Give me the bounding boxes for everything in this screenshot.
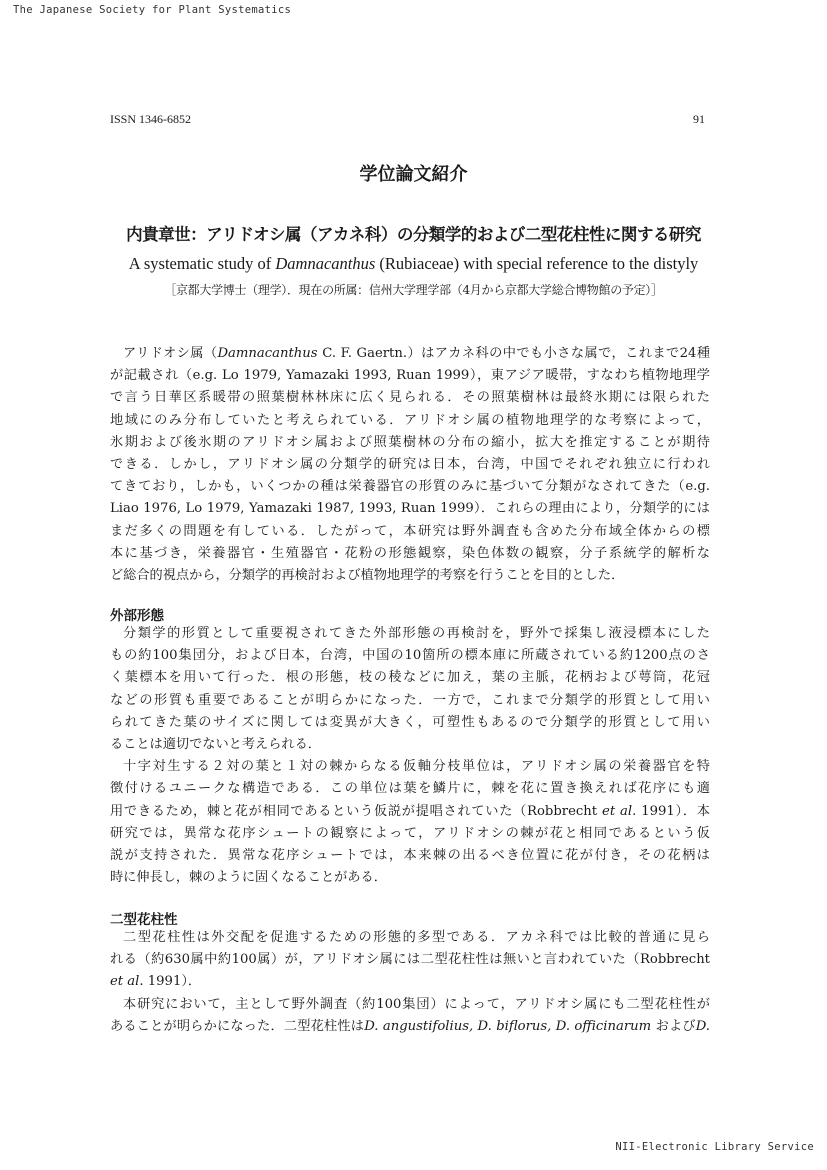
- text-line: [110, 343, 710, 365]
- text-line: [110, 432, 710, 454]
- text-segment: できる．しかし，アリドオシ属の分類学的研究は日本，台湾，中国でそれぞれ独立に行われ: [110, 456, 710, 472]
- text-segment: 本に基づき，栄養器官・生殖器官・花粉の形態観察，染色体数の観察，分子系統学的解析な: [110, 545, 710, 561]
- morphology-body: [110, 623, 710, 889]
- text-segment: まだ多くの問題を有している．したがって，本研究は野外調査も含めた分布域全体からの標: [110, 523, 710, 539]
- text-line: [110, 734, 710, 756]
- text-line: [110, 623, 710, 645]
- text-segment: 本研究において，主として野外調査（約100集団）によって，アリドオシ属にも二型花柱性が: [123, 996, 710, 1012]
- text-segment: ることは適切でないと考えられる．: [110, 736, 321, 752]
- text-line: [110, 994, 710, 1016]
- library-banner-top: The Japanese Society for Plant Systematics: [13, 4, 292, 16]
- text-line: [110, 823, 710, 845]
- text-segment: C. F. Gaertn.）はアカネ科の中でも小さな属で，これまで24種: [317, 346, 710, 361]
- text-line: [110, 387, 710, 409]
- text-segment: あることが明らかになった．二型花柱性は: [110, 1018, 365, 1034]
- text-line: [110, 410, 710, 432]
- text-segment: られてきた葉のサイズに関しては変異が大きく，可塑性もあるので分類学的形質として用い: [110, 714, 710, 730]
- text-line: [110, 927, 710, 949]
- text-line: [110, 543, 710, 565]
- italic-term: et al: [110, 974, 140, 990]
- text-segment: れる（約630属中約100属）が，アリドオシ属には二型花柱性は無いと言われていた（Robbrecht: [110, 952, 710, 968]
- italic-term: Damnacanthus: [217, 346, 318, 361]
- text-line: [110, 476, 710, 498]
- text-segment: などの形質も重要であることが明らかになった．一方で，これまで分類学的形質として用い: [110, 692, 710, 708]
- text-segment: 十字対生する２対の葉と１対の棘からなる仮軸分枝単位は，アリドオシ属の栄養器官を特: [123, 759, 710, 775]
- text-line: [110, 949, 710, 971]
- text-segment: . 1991）．本: [632, 803, 710, 819]
- text-segment: 用できるため，棘と花が相同であるという仮説が提唱されていた（Robbrecht: [110, 803, 603, 819]
- text-segment: . 1991）．: [139, 974, 202, 990]
- text-segment: アリドオシ属（: [123, 346, 218, 361]
- text-segment: 地域にのみ分布していたと考えられている．アリドオシ属の植物地理学的な考察によって，: [110, 412, 710, 428]
- title-en-pre: A systematic study of: [128, 254, 276, 273]
- library-banner-bottom: NII-Electronic Library Service: [615, 1141, 814, 1153]
- text-line: [110, 454, 710, 476]
- text-line: [110, 801, 710, 823]
- text-segment: Liao 1976, Lo 1979, Yamazaki 1987, 1993, Ruan 1999）．これらの理由により，分類学的には: [110, 501, 710, 517]
- text-segment: 氷期および後氷期のアリドオシ属および照葉樹林の分布の縮小，拡大を推定することが期待: [110, 434, 710, 450]
- text-segment: 説が支持された．異常な花序シュートでは，本来棘の出るべき位置に花が付き，その花柄は: [110, 847, 710, 863]
- intro-paragraph: [110, 343, 710, 587]
- text-line: [110, 690, 710, 712]
- text-line: [110, 756, 710, 778]
- text-line: [110, 521, 710, 543]
- section-heading-morphology: 外部形態: [110, 608, 164, 624]
- italic-term: D.: [695, 1018, 710, 1034]
- text-segment: 分類学的形質として重要視されてきた外部形態の再検討を，野外で採集し液浸標本にした: [123, 626, 710, 641]
- title-en-genus: Damnacanthus: [275, 254, 376, 273]
- text-segment: もの約100集団分，および日本，台湾，中国の10箇所の標本庫に所蔵されている約1200点のさ: [110, 648, 710, 664]
- text-segment: および: [651, 1018, 696, 1034]
- text-line: [110, 845, 710, 867]
- text-line: [110, 498, 710, 520]
- section-title: 学位論文紹介: [359, 164, 468, 185]
- text-segment: てきており，しかも，いくつかの種は栄養器官の形質のみに基づいて分類がなされてきた（e.g.: [110, 479, 710, 495]
- italic-term: et al: [602, 803, 633, 819]
- title-en-post: (Rubiaceae) with special reference to the distyly: [375, 254, 699, 273]
- text-line: [110, 1016, 710, 1038]
- issn-label: ISSN 1346-6852: [110, 112, 192, 126]
- text-segment: ど総合的視点から，分類学的再検討および植物地理学的考察を行うことを目的とした．: [110, 567, 625, 583]
- distyly-body: [110, 927, 710, 1038]
- text-segment: 時に伸長し，棘のように固くなることがある．: [110, 870, 387, 886]
- text-segment: 研究では，異常な花序シュートの観察によって，アリドオシの棘が花と相同であるという仮: [110, 825, 710, 841]
- text-segment: 徴付けるユニークな構造である．この単位は葉を鱗片に，棘を花に置き換えれば花序にも適: [110, 781, 710, 797]
- section-heading-distyly: 二型花柱性: [110, 912, 178, 928]
- text-line: [110, 778, 710, 800]
- text-line: [110, 667, 710, 689]
- text-line: [110, 867, 710, 889]
- thesis-title-english: [0, 254, 827, 274]
- text-line: [110, 565, 710, 587]
- text-line: [110, 712, 710, 734]
- text-segment: く葉標本を用いて行った．根の形態，枝の稜などに加え，葉の主脈，花柄および萼筒，花冠: [110, 670, 710, 686]
- text-segment: で言う日華区系暖帯の照葉樹林林床に広く見られる．その照葉樹林は最終氷期には限られた: [110, 390, 710, 406]
- text-segment: が記載され（e.g. Lo 1979, Yamazaki 1993, Ruan 1999），東アジア暖帯，すなわち植物地理学: [110, 368, 710, 384]
- text-line: [110, 971, 710, 993]
- text-line: [110, 645, 710, 667]
- text-segment: 二型花柱性は外交配を促進するための形態的多型である．アカネ科では比較的普通に見ら: [123, 930, 710, 945]
- page-number: 91: [693, 112, 705, 126]
- italic-term: D. angustifolius, D. biflorus, D. officinarum: [364, 1018, 652, 1034]
- author-affiliation: ［京都大学博士（理学）．現在の所属：信州大学理学部（4月から京都大学総合博物館の予定）］: [164, 283, 663, 297]
- text-line: [110, 365, 710, 387]
- thesis-title-japanese: 内貴章世：アリドオシ属（アカネ科）の分類学的および二型花柱性に関する研究: [126, 225, 701, 244]
